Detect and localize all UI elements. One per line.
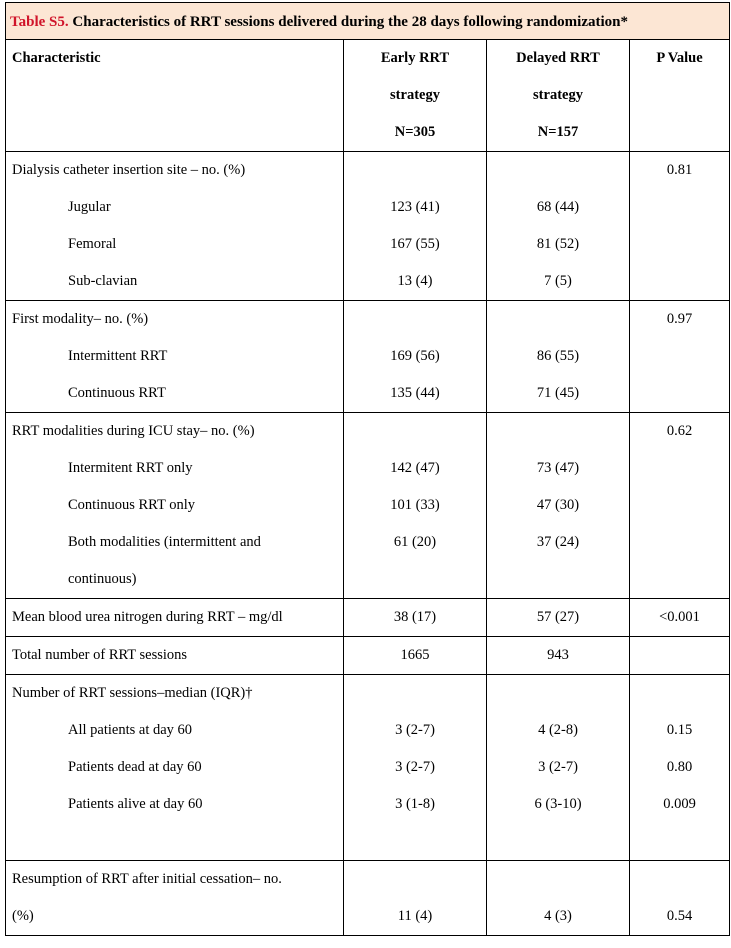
p-value: 0.62 [630, 413, 730, 599]
group-label: First modality– no. (%) Intermittent RRT Continuous RRT [6, 301, 344, 413]
group-label: Dialysis catheter insertion site – no. (%) Jugular Femoral Sub-clavian [6, 152, 344, 301]
p-value: 0.97 [630, 301, 730, 413]
header-row [6, 40, 730, 152]
header-delayed: Delayed RRT strategy N=157 [487, 40, 630, 152]
p-value [630, 637, 730, 675]
group-icu-modalities [6, 413, 730, 599]
early-values: 3 (2-7) 3 (2-7) 3 (1-8) [344, 675, 487, 861]
p-value: <0.001 [630, 599, 730, 637]
delayed-values: 86 (55) 71 (45) [487, 301, 630, 413]
group-first-modality [6, 301, 730, 413]
header-characteristic: Characteristic [6, 40, 344, 152]
delayed-values: 4 (2-8) 3 (2-7) 6 (3-10) [487, 675, 630, 861]
row-resumption [6, 861, 730, 936]
table-title-text: Characteristics of RRT sessions delivered during the 28 days following randomization* [68, 14, 628, 30]
delayed-value: 57 (27) [487, 599, 630, 637]
row-label: Total number of RRT sessions [6, 637, 344, 675]
delayed-value: 943 [487, 637, 630, 675]
table-s5-container [5, 2, 729, 946]
p-value: 0.54 [630, 861, 730, 936]
group-session-counts [6, 675, 730, 861]
early-values: 169 (56) 135 (44) [344, 301, 487, 413]
delayed-values: 68 (44) 81 (52) 7 (5) [487, 152, 630, 301]
row-total-sessions [6, 637, 730, 675]
p-value: 0.81 [630, 152, 730, 301]
rrt-characteristics-table [5, 2, 730, 936]
table-title [6, 3, 730, 40]
early-values: 123 (41) 167 (55) 13 (4) [344, 152, 487, 301]
early-value: 1665 [344, 637, 487, 675]
row-bun [6, 599, 730, 637]
table-label: Table S5. [10, 14, 69, 30]
group-label: RRT modalities during ICU stay– no. (%) Intermitent RRT only Continuous RRT only Both modalities (intermittent and continuous) [6, 413, 344, 599]
row-label: Resumption of RRT after initial cessation– no. (%) [6, 861, 344, 936]
delayed-values: 73 (47) 47 (30) 37 (24) [487, 413, 630, 599]
header-early: Early RRT strategy N=305 [344, 40, 487, 152]
early-value: 11 (4) [344, 861, 487, 936]
group-catheter-site [6, 152, 730, 301]
early-values: 142 (47) 101 (33) 61 (20) [344, 413, 487, 599]
early-value: 38 (17) [344, 599, 487, 637]
p-values: 0.15 0.80 0.009 [630, 675, 730, 861]
delayed-value: 4 (3) [487, 861, 630, 936]
header-pvalue: P Value [630, 40, 730, 152]
row-label: Mean blood urea nitrogen during RRT – mg/dl [6, 599, 344, 637]
group-label: Number of RRT sessions–median (IQR)† All patients at day 60 Patients dead at day 60 Patients alive at day 60 [6, 675, 344, 861]
